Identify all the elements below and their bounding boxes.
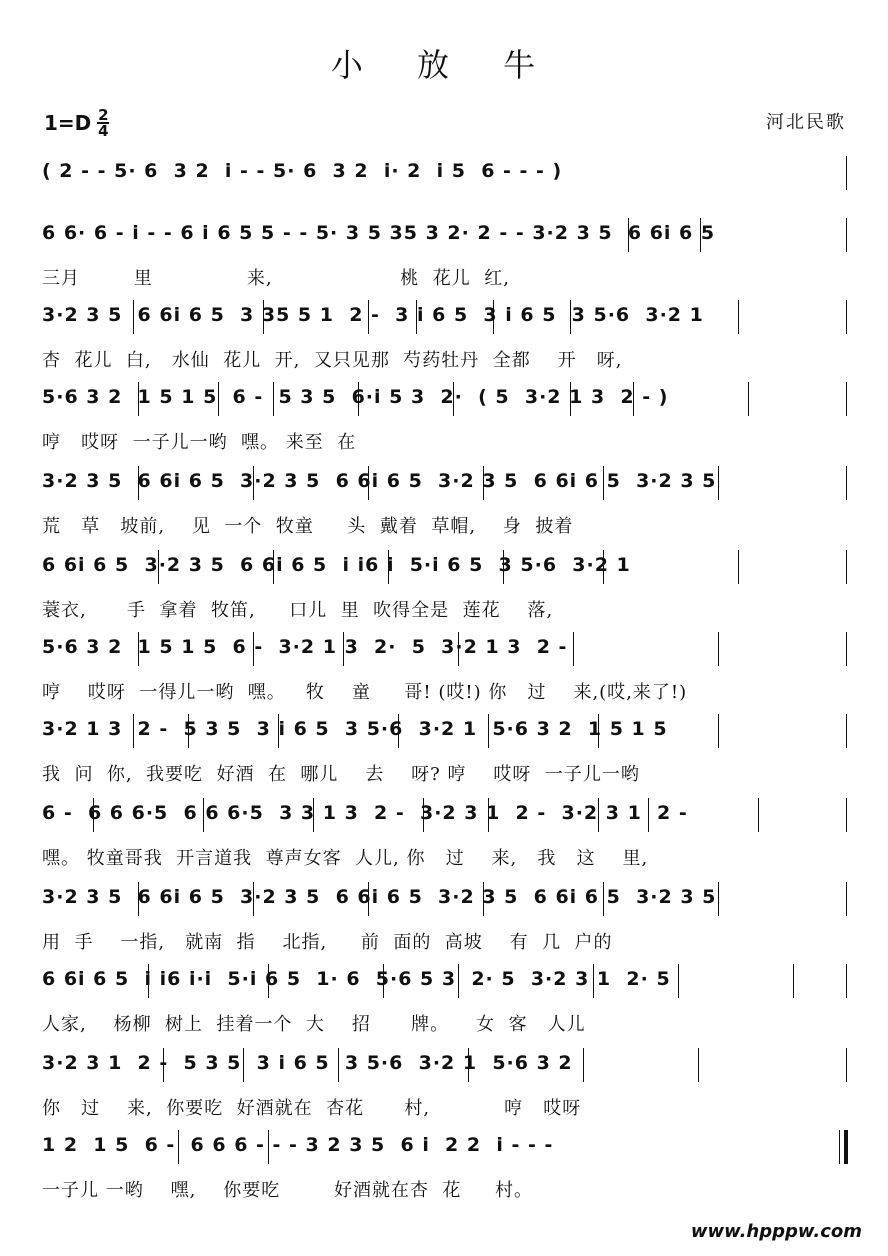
- barline: [846, 714, 847, 748]
- barline: [598, 714, 599, 748]
- barline: [253, 466, 254, 500]
- score-system: [40, 710, 848, 796]
- barline: [846, 300, 847, 334]
- barline: [846, 632, 847, 666]
- barline: [698, 1048, 699, 1082]
- barline: [493, 300, 494, 334]
- barline: [846, 382, 847, 416]
- barline: [138, 882, 139, 916]
- barline: [253, 632, 254, 666]
- notation-line: [40, 794, 848, 834]
- lyrics-line: 用 手 一指, 就南 指 北指, 前 面的 高坡 有 几 户的: [42, 932, 613, 953]
- score-system: [40, 214, 848, 300]
- notation-line: [40, 628, 848, 668]
- barline: [846, 1048, 847, 1082]
- jianpu-notes: 1 2 1 5 6 - 6 6 6 - - - 3 2 3 5 6 i 2 2 i - - -: [42, 1134, 554, 1156]
- barline: [338, 1048, 339, 1082]
- barline: [253, 882, 254, 916]
- composer-credit: 河北民歌: [766, 112, 846, 133]
- barline: [846, 156, 847, 190]
- jianpu-notes: 3·2 3 1 2 - 5 3 5 3 i 6 5 3 5·6 3·2 1 5·6 3 2: [42, 1052, 573, 1074]
- barline: [343, 632, 344, 666]
- score-system: [40, 378, 848, 464]
- score-system: [40, 628, 848, 714]
- lyrics-line: 哼 哎呀 一子儿一哟 嘿。 来至 在: [42, 432, 357, 453]
- time-bottom: 4: [98, 122, 109, 140]
- barline: [423, 798, 424, 832]
- time-top: 2: [98, 106, 109, 124]
- score-system: [40, 960, 848, 1046]
- barline: [738, 300, 739, 334]
- barline: [573, 632, 574, 666]
- final-barline: [839, 1130, 848, 1164]
- barline: [453, 382, 454, 416]
- barline: [383, 964, 384, 998]
- barline: [358, 382, 359, 416]
- barline: [483, 466, 484, 500]
- barline: [188, 714, 189, 748]
- barline: [458, 964, 459, 998]
- barline: [603, 466, 604, 500]
- barline: [243, 1048, 244, 1082]
- barline: [93, 798, 94, 832]
- barline: [313, 798, 314, 832]
- time-signature: [97, 108, 109, 138]
- jianpu-notes: 5·6 3 2 1 5 1 5 6 - 3·2 1 3 2· 5 3·2 1 3 2 -: [42, 636, 568, 658]
- barline: [398, 714, 399, 748]
- barline: [593, 964, 594, 998]
- lyrics-line: 荒 草 坡前, 见 一个 牧童 头 戴着 草帽, 身 披着: [42, 516, 574, 537]
- key-signature: [44, 108, 109, 138]
- notation-line: [40, 214, 848, 254]
- barline: [648, 798, 649, 832]
- barline: [163, 1048, 164, 1082]
- notation-line: [40, 710, 848, 750]
- barline: [628, 218, 629, 252]
- barline: [718, 714, 719, 748]
- lyrics-line: 一子儿 一哟 嘿, 你要吃 好酒就在杏 花 村。: [42, 1180, 534, 1201]
- jianpu-notes: 6 6i 6 5 3·2 3 5 6 6i 6 5 i i6 i 5·i 6 5 3 5·6 3·2 1: [42, 554, 631, 576]
- barline: [603, 882, 604, 916]
- notation-line: [40, 1126, 848, 1166]
- barline: [178, 1130, 179, 1164]
- lyrics-line: 你 过 来, 你要吃 好酒就在 杏花 村, 哼 哎呀: [42, 1098, 582, 1119]
- barline: [748, 382, 749, 416]
- lyrics-line: 人家, 杨柳 树上 挂着一个 大 招 牌。 女 客 人儿: [42, 1014, 586, 1035]
- barline: [268, 964, 269, 998]
- lyrics-line: 哼 哎呀 一得儿一哟 嘿。 牧 童 哥! (哎!) 你 过 来,(哎,来了!): [42, 682, 688, 703]
- jianpu-notes: 6 - 6 6 6·5 6 6 6·5 3 3 1 3 2 - 3·2 3 1 2 - 3·2 3 1 2 -: [42, 802, 688, 824]
- barline: [846, 798, 847, 832]
- barline: [388, 550, 389, 584]
- barline: [583, 1048, 584, 1082]
- barline: [488, 714, 489, 748]
- barline: [218, 382, 219, 416]
- barline: [700, 218, 701, 252]
- notation-line: [40, 878, 848, 918]
- notation-line: [40, 378, 848, 418]
- notation-line: [40, 960, 848, 1000]
- barline: [570, 382, 571, 416]
- score-system: [40, 878, 848, 964]
- barline: [718, 882, 719, 916]
- lyrics-line: 三月 里 来, 桃 花儿 红,: [42, 268, 510, 289]
- lyrics-line: 杏 花儿 白, 水仙 花儿 开, 又只见那 芍药牡丹 全都 开 呀,: [42, 350, 623, 371]
- barline: [758, 798, 759, 832]
- barline: [633, 382, 634, 416]
- watermark: www.hpppw.com: [690, 1221, 862, 1242]
- jianpu-notes: 5·6 3 2 1 5 1 5 6 - 5 3 5 6·i 5 3 2· ( 5 3·2 1 3 2 - ): [42, 386, 669, 408]
- notation-line: [40, 1044, 848, 1084]
- lyrics-line: 嘿。 牧童哥我 开言道我 尊声女客 人儿, 你 过 来, 我 这 里,: [42, 848, 649, 869]
- barline: [133, 300, 134, 334]
- notation-line: [40, 152, 848, 192]
- barline: [203, 798, 204, 832]
- barline: [738, 550, 739, 584]
- barline: [793, 964, 794, 998]
- barline: [158, 550, 159, 584]
- barline: [503, 550, 504, 584]
- barline: [273, 382, 274, 416]
- notation-line: [40, 546, 848, 586]
- barline: [458, 632, 459, 666]
- jianpu-notes: 3·2 3 5 6 6i 6 5 3·2 3 5 6 6i 6 5 3·2 3 5 6 6i 6 5 3·2 3 5: [42, 470, 717, 492]
- score-system: [40, 1044, 848, 1130]
- barline: [846, 964, 847, 998]
- barline: [570, 300, 571, 334]
- barline: [603, 550, 604, 584]
- jianpu-notes: 6 6· 6 - i - - 6 i 6 5 5 - - 5· 3 5 35 3 2· 2 - - 3·2 3 5 6 6i 6 5: [42, 222, 716, 244]
- jianpu-notes: 3·2 3 5 6 6i 6 5 3 35 5 1 2 - 3 i 6 5 3 i 6 5 3 5·6 3·2 1: [42, 304, 704, 326]
- key-label: 1=D: [44, 111, 92, 135]
- jianpu-notes: 6 6i 6 5 i i6 i·i 5·i 6 5 1· 6 5·6 5 3 2· 5 3·2 3 1 2· 5: [42, 968, 671, 990]
- jianpu-notes: 3·2 1 3 2 - 5 3 5 3 i 6 5 3 5·6 3·2 1 5·6 3 2 1 5 1 5: [42, 718, 668, 740]
- score-system: [40, 546, 848, 632]
- notation-line: [40, 462, 848, 502]
- barline: [148, 964, 149, 998]
- lyrics-line: 蓑衣, 手 拿着 牧笛, 口儿 里 吹得全是 莲花 落,: [42, 600, 554, 621]
- barline: [416, 300, 417, 334]
- barline: [718, 466, 719, 500]
- barline: [368, 466, 369, 500]
- lyrics-line: 我 问 你, 我要吃 好酒 在 哪儿 去 呀? 哼 哎呀 一子儿一哟: [42, 764, 640, 785]
- barline: [846, 218, 847, 252]
- barline: [133, 714, 134, 748]
- jianpu-notes: 3·2 3 5 6 6i 6 5 3·2 3 5 6 6i 6 5 3·2 3 5 6 6i 6 5 3·2 3 5: [42, 886, 717, 908]
- barline: [488, 798, 489, 832]
- barline: [278, 714, 279, 748]
- barline: [368, 882, 369, 916]
- barline: [138, 632, 139, 666]
- jianpu-notes: ( 2 - - 5· 6 3 2 i - - 5· 6 3 2 i· 2 i 5 6 - - - ): [42, 160, 563, 182]
- barline: [138, 466, 139, 500]
- barline: [268, 1130, 269, 1164]
- score-system: [40, 1126, 848, 1212]
- score-system: [40, 296, 848, 382]
- barline: [483, 882, 484, 916]
- barline: [598, 798, 599, 832]
- barline: [368, 300, 369, 334]
- notation-line: [40, 296, 848, 336]
- barline: [263, 300, 264, 334]
- barline: [678, 964, 679, 998]
- barline: [846, 466, 847, 500]
- score-system: [40, 462, 848, 548]
- song-title: 小 放 牛: [330, 46, 558, 84]
- barline: [846, 882, 847, 916]
- barline: [138, 382, 139, 416]
- barline: [846, 550, 847, 584]
- barline: [468, 1048, 469, 1082]
- score-system: [40, 794, 848, 880]
- barline: [273, 550, 274, 584]
- barline: [718, 632, 719, 666]
